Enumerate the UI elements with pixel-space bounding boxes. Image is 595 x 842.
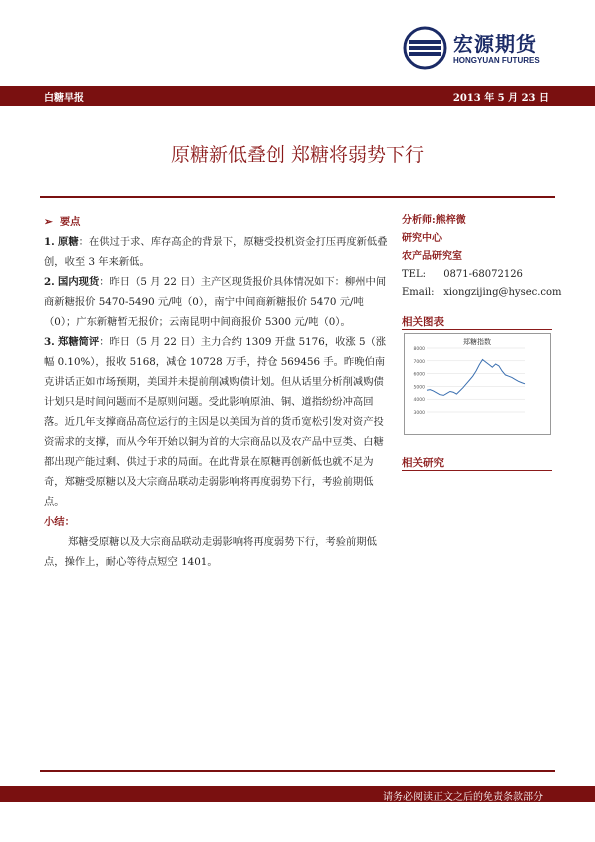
email-row: Email: xiongzijing@hysec.com bbox=[402, 287, 562, 298]
summary-text: 郑糖受原糖以及大宗商品联动走弱影响将再度弱势下行，考验前期低点，操作上，耐心等待点短空 1401。 bbox=[44, 536, 377, 568]
footer-divider bbox=[40, 770, 555, 772]
arrow-bullet-icon: ➢ bbox=[44, 216, 53, 228]
main-content bbox=[44, 212, 389, 572]
chart-ytick-label: 4000 bbox=[413, 398, 425, 404]
logo-name-cn: 宏源期货 bbox=[453, 32, 537, 56]
chart-ytick-label: 6000 bbox=[413, 372, 425, 378]
disclaimer-text: 请务必阅读正文之后的免责条款部分 bbox=[383, 792, 543, 803]
chart-section-rule bbox=[402, 329, 552, 330]
email-link[interactable]: xiongzijing@hysec.com bbox=[443, 287, 562, 298]
chart-ytick-label: 7000 bbox=[413, 359, 425, 365]
company-logo bbox=[403, 26, 553, 72]
logo-mark-icon bbox=[403, 26, 447, 70]
summary-heading: 小结： bbox=[44, 516, 75, 528]
report-type: 白糖早报 bbox=[44, 93, 84, 104]
research-section-heading: 相关研究 bbox=[402, 457, 444, 469]
footer-bar bbox=[0, 786, 595, 802]
department: 研究中心 bbox=[402, 233, 442, 244]
point-1: 1. 原糖：在供过于求、库存高企的背景下，原糖受投机资金打压再度新低叠创，收至 3 年来新低。 bbox=[44, 236, 388, 268]
logo-name-en: HONGYUAN FUTURES bbox=[453, 56, 540, 65]
chart-series-line bbox=[427, 360, 525, 396]
section-heading-points: ➢ 要点 bbox=[44, 216, 81, 228]
chart-section-heading: 相关图表 bbox=[402, 316, 444, 328]
chart-ytick-label: 5000 bbox=[413, 385, 425, 391]
point-2: 2. 国内现货：昨日（5 月 22 日）主产区现货报价具体情况如下：柳州中间商新糖报价 5470-5490 元/吨（0），南宁中间商新糖报价 5470 元/吨（0）；广东新糖暂无报价；云南昆明中间商报价 5300 元/吨（0）。 bbox=[44, 276, 387, 328]
page-title: 原糖新低叠创 郑糖将弱势下行 bbox=[170, 144, 425, 166]
report-date: 2013 年 5 月 23 日 bbox=[452, 93, 549, 104]
office: 农产品研究室 bbox=[402, 251, 462, 262]
title-divider bbox=[40, 196, 555, 198]
research-section-rule bbox=[402, 470, 552, 471]
point-3: 3. 郑糖简评：昨日（5 月 22 日）主力合约 1309 开盘 5176，收涨 5（涨幅 0.10%），报收 5168，减仓 10728 万手，持仓 569456 手。昨晚伯南克讲话正如市场预期，美国并未提前削减购债计划。但从话里分析削减购债计划只是时间问题而不是原则问题。受此影响原油、铜、道指纷纷冲高回落。近几年支撑商品高位运行的主因是以美国为首的货币宽松引发对资产投资需求的支撑，而从今年开始以铜为首的大宗商品以及农产品中豆类、白糖都出现产能过剩、供过于求的局面。在此背景在原糖再创新低也就不足为奇，郑糖受原糖以及大宗商品联动走弱影响将再度弱势下行，考验前期低点。 bbox=[44, 336, 387, 508]
sidebar bbox=[402, 212, 562, 302]
sugar-index-chart bbox=[404, 333, 551, 435]
analyst-name: 分析师:熊梓微 bbox=[402, 215, 466, 226]
tel-value: 0871-68072126 bbox=[443, 269, 523, 280]
header-bar bbox=[0, 86, 595, 106]
chart-ytick-label: 8000 bbox=[413, 347, 425, 352]
chart-svg bbox=[405, 334, 550, 434]
tel-row: TEL: 0871-68072126 bbox=[402, 269, 523, 280]
chart-ytick-label: 3000 bbox=[413, 411, 425, 416]
chart-title: 郑糖指数 bbox=[463, 338, 491, 346]
